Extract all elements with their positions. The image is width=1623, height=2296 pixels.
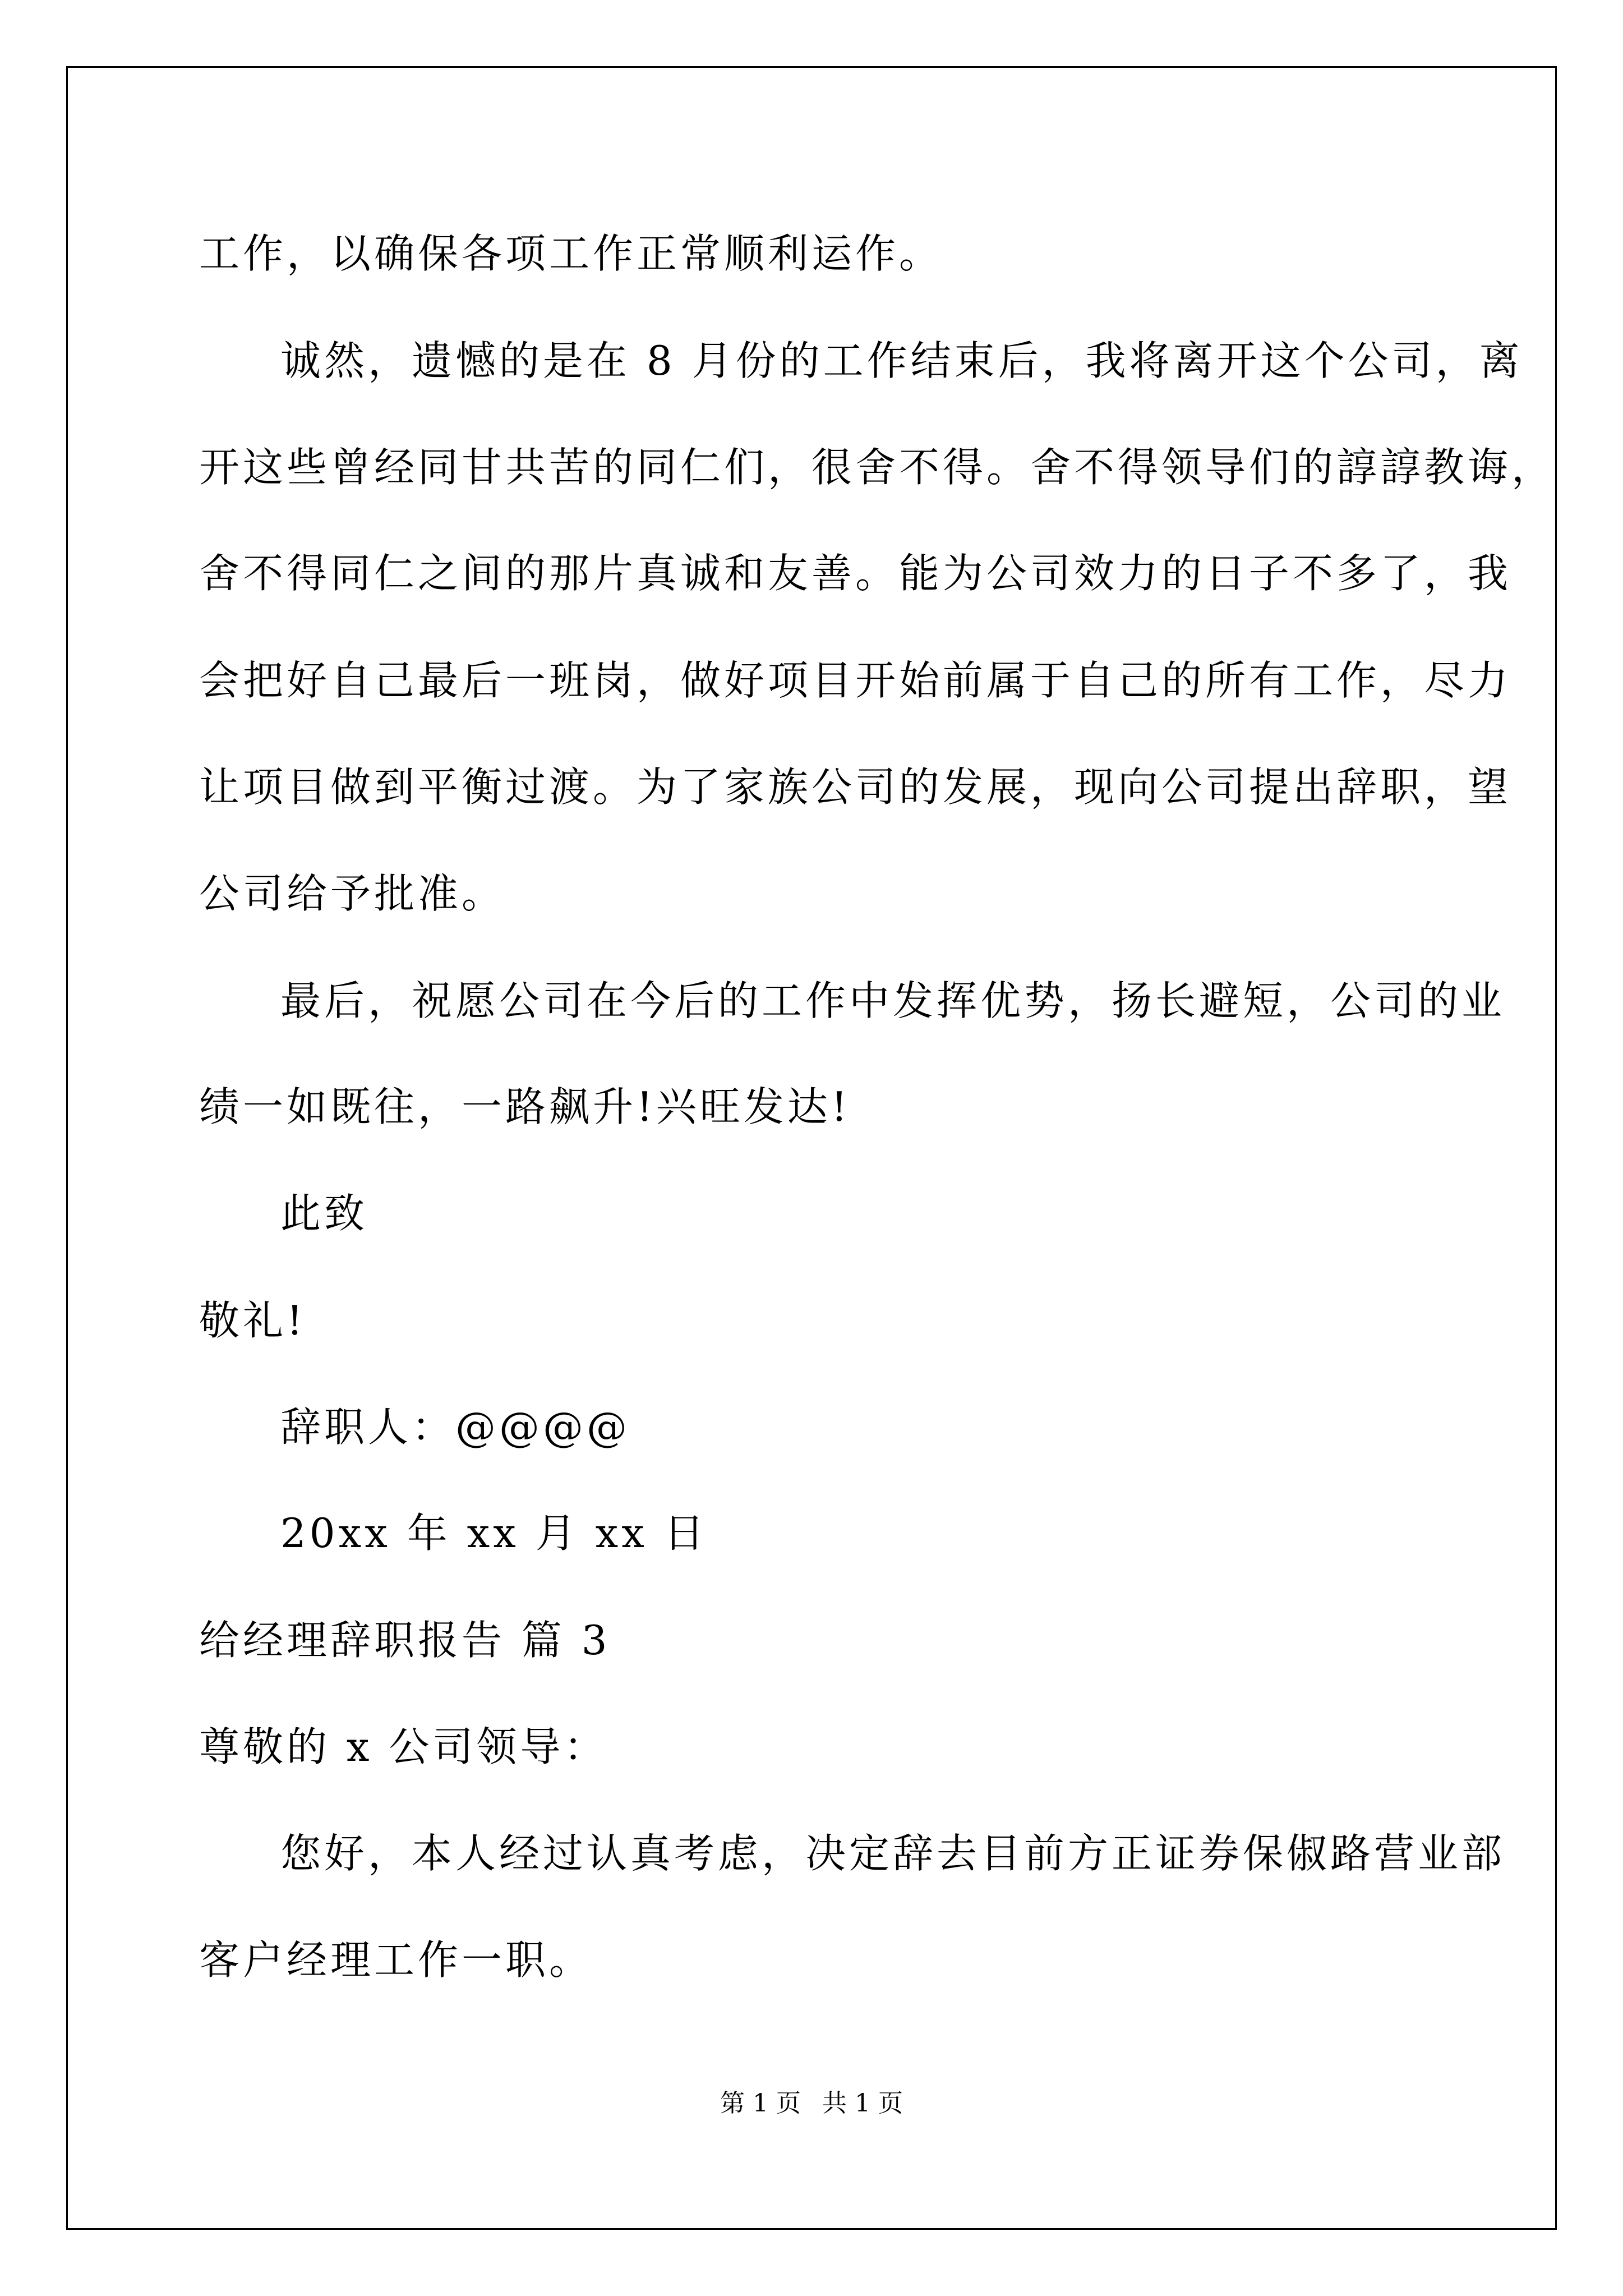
closing-salutation: 此致 (280, 1190, 368, 1237)
paragraph-line: 舍不得同仁之间的那片真诚和友善。能为公司效力的日子不多了，我 (199, 550, 1512, 597)
page-total: 共 1 页 (822, 2089, 903, 2118)
paragraph-line: 您好，本人经过认真考虑，决定辞去目前方正证券保俶路营业部 (280, 1830, 1506, 1877)
greeting-line: 尊敬的 x 公司领导： (199, 1723, 608, 1770)
page-number: 第 1 页 (720, 2089, 801, 2118)
paragraph-line: 开这些曾经同甘共苦的同仁们，很舍不得。舍不得领导们的諄諄教诲， (199, 444, 1556, 491)
paragraph-line: 最后，祝愿公司在今后的工作中发挥优势，扬长避短，公司的业 (280, 977, 1506, 1024)
date-line: 20xx 年 xx 月 xx 日 (280, 1510, 708, 1557)
signature-line: 辞职人：@@@@ (280, 1404, 631, 1451)
paragraph-line: 让项目做到平衡过渡。为了家族公司的发展，现向公司提出辞职，望 (199, 763, 1512, 811)
closing-regards: 敬礼! (199, 1297, 306, 1344)
paragraph-line: 工作，以确保各项工作正常顺利运作。 (199, 230, 943, 277)
paragraph-line: 绩一如既往，一路飙升!兴旺发达! (199, 1083, 851, 1130)
paragraph-line: 诚然，遗憾的是在 8 月份的工作结束后，我将离开这个公司，离 (280, 337, 1523, 384)
paragraph-line: 公司给予批准。 (199, 870, 506, 917)
paragraph-line: 会把好自己最后一班岗，做好项目开始前属于自己的所有工作，尽力 (199, 657, 1512, 704)
page-footer (0, 2091, 1623, 2116)
section-heading: 给经理辞职报告 篇 3 (199, 1617, 611, 1664)
page-border (66, 66, 1557, 2230)
paragraph-line: 客户经理工作一职。 (199, 1936, 593, 1984)
